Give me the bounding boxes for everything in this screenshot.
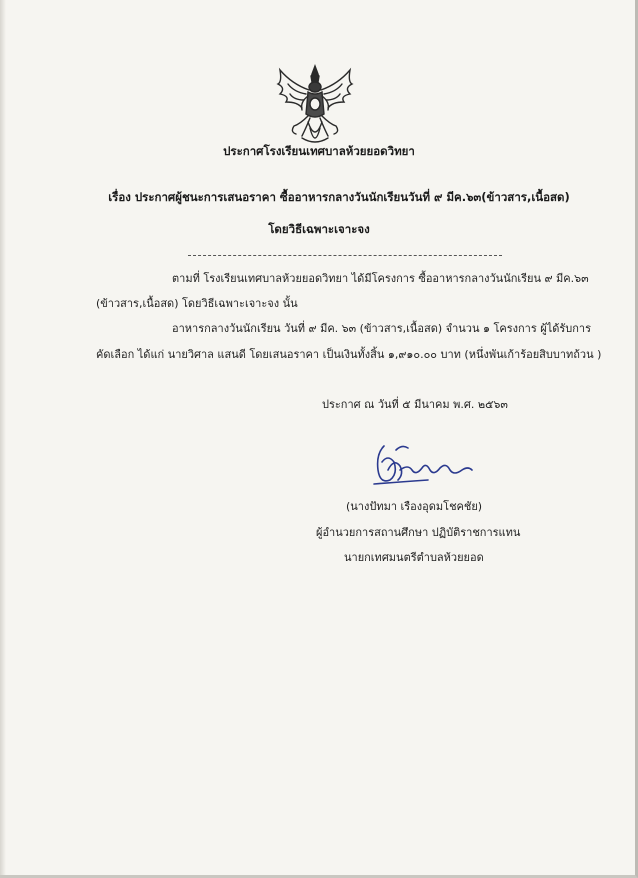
document-method: โดยวิธีเฉพาะเจาะจง	[268, 222, 370, 236]
scan-edge-shadow	[0, 0, 6, 875]
body-paragraph-line-2: (ข้าวสาร,เนื้อสด) โดยวิธีเฉพาะเจาะจง นั้น	[96, 297, 298, 310]
body-paragraph-line-3: อาหารกลางวันนักเรียน วันที่ ๙ มีค. ๖๓ (ข้าวสาร,เนื้อสด) จำนวน ๑ โครงการ ผู้ได้รับการ	[172, 322, 592, 335]
document-subject	[0, 190, 638, 205]
body-paragraph-line-1: ตามที่ โรงเรียนเทศบาลห้วยยอดวิทยา ได้มีโครงการ ซื้ออาหารกลางวันนักเรียน ๙ มีค.๖๓	[172, 272, 589, 285]
signatory-name: (นางปัทมา เรืองอุดมโชคชัย)	[346, 500, 483, 513]
handwritten-signature	[368, 440, 488, 492]
garuda-emblem-icon	[272, 62, 358, 152]
announcement-date: ประกาศ ณ วันที่ ๕ มีนาคม พ.ศ. ๒๕๖๓	[322, 398, 508, 411]
dashed-divider	[188, 255, 502, 256]
subject-text: เรื่อง ประกาศผู้ชนะการเสนอราคา ซื้ออาหารกลางวันนักเรียนวันที่ ๙ มีค.๖๓(ข้าวสาร,เนื้อสด)	[108, 190, 570, 204]
document-title: ประกาศโรงเรียนเทศบาลห้วยยอดวิทยา	[223, 144, 415, 158]
body-paragraph-line-4: คัดเลือก ได้แก่ นายวิศาล แสนดี โดยเสนอราคา เป็นเงินทั้งสิ้น ๑,๙๑๐.๐๐ บาท (หนึ่งพันเก้าร้อยสิบบาทถ้วน )	[96, 348, 602, 361]
signatory-acting-position: นายกเทศมนตรีตำบลห้วยยอด	[344, 551, 484, 564]
signatory-position: ผู้อำนวยการสถานศึกษา ปฏิบัติราชการแทน	[316, 526, 521, 539]
